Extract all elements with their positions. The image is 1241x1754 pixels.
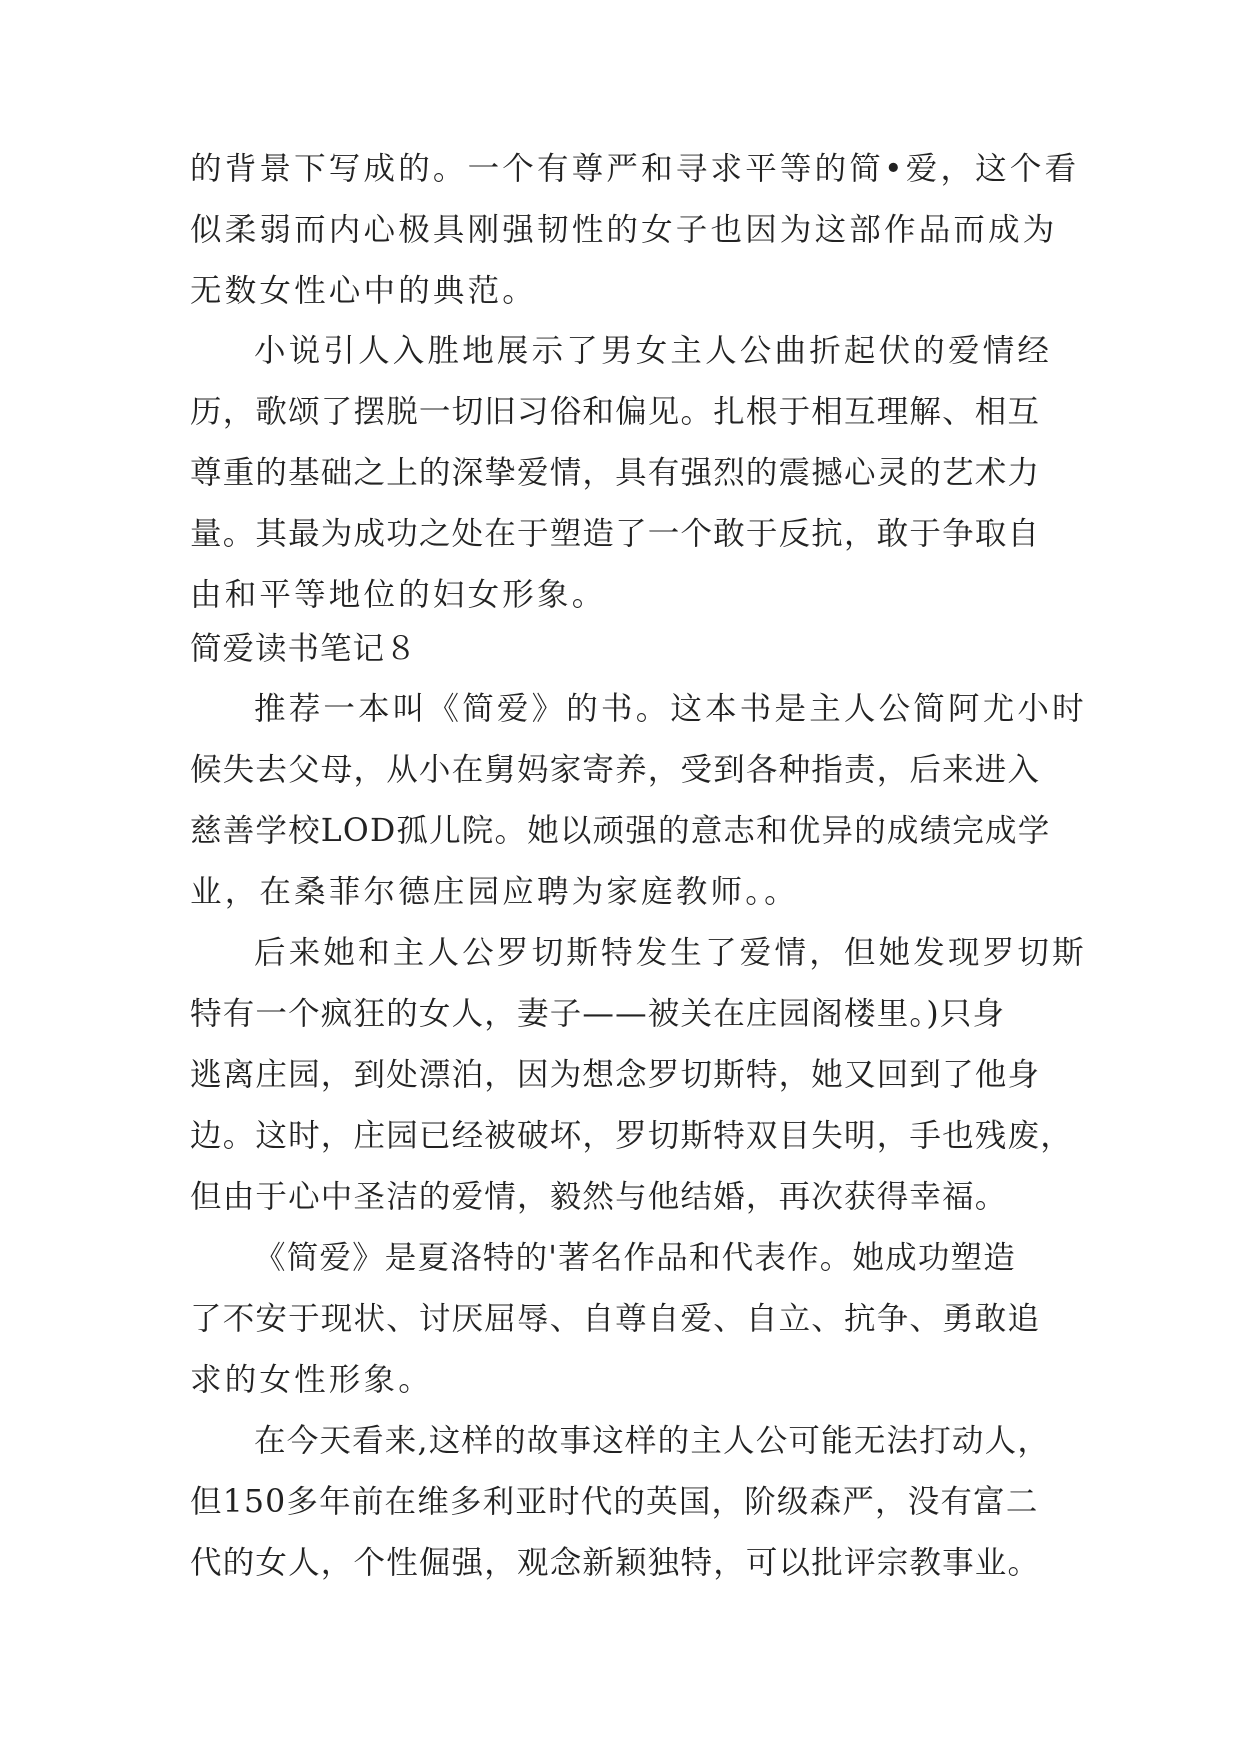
text-line: 小说引人入胜地展示了男女主人公曲折起伏的爱情经	[254, 333, 1053, 369]
text-line: 历，歌颂了摆脱一切旧习俗和偏见。扎根于相互理解、相互	[190, 394, 1041, 430]
text-line: 推荐一本叫《简爱》的书。这本书是主人公简阿尤小时	[254, 691, 1087, 727]
text-line: 求的女性形象。	[190, 1362, 433, 1398]
text-line: 尊重的基础之上的深挚爱情，具有强烈的震撼心灵的艺术力	[190, 455, 1041, 491]
text-line: 的背景下写成的。一个有尊严和寻求平等的简•爱，这个看	[190, 151, 1080, 187]
text-line: 《简爱》是夏洛特的'著名作品和代表作。她成功塑造	[254, 1240, 1016, 1276]
text-line: 无数女性心中的典范。	[190, 273, 538, 309]
text-line: 逃离庄园，到处漂泊，因为想念罗切斯特，她又回到了他身	[190, 1057, 1041, 1093]
text-line: 但由于心中圣洁的爱情，毅然与他结婚，再次获得幸福。	[190, 1179, 1008, 1215]
text-line: 了不安于现状、讨厌屈辱、自尊自爱、自立、抗争、勇敢追	[190, 1301, 1041, 1337]
text-line: 量。其最为成功之处在于塑造了一个敢于反抗，敢于争取自	[190, 516, 1041, 552]
text-line: 候失去父母，从小在舅妈家寄养，受到各种指责，后来进入	[190, 752, 1041, 788]
text-line: 后来她和主人公罗切斯特发生了爱情，但她发现罗切斯	[254, 935, 1087, 971]
text-line: 代的女人，个性倔强，观念新颖独特，可以批评宗教事业。	[190, 1545, 1041, 1581]
text-line: 在今天看来,这样的故事这样的主人公可能无法打动人，	[254, 1423, 1051, 1459]
text-line: 由和平等地位的妇女形象。	[190, 577, 607, 613]
text-line: 但150多年前在维多利亚时代的英国，阶级森严，没有富二	[190, 1484, 1039, 1520]
text-line: 似柔弱而内心极具刚强韧性的女子也因为这部作品而成为	[190, 212, 1058, 248]
text-line: 边。这时，庄园已经被破坏，罗切斯特双目失明，手也残废，	[190, 1118, 1073, 1154]
text-line: 特有一个疯狂的女人，妻子——被关在庄园阁楼里。)只身	[190, 996, 1006, 1032]
text-line: 业，在桑菲尔德庄园应聘为家庭教师。。	[190, 874, 799, 910]
text-line: 慈善学校LOD孤儿院。她以顽强的意志和优异的成绩完成学	[190, 813, 1051, 849]
section-heading: 简爱读书笔记８	[190, 631, 418, 667]
